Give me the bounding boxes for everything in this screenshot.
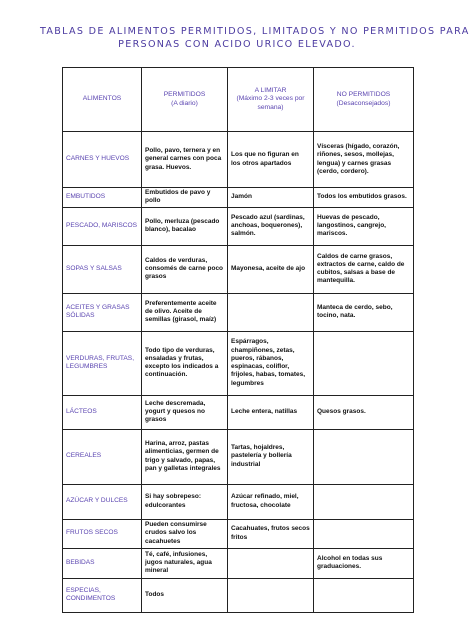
table-row (63, 578, 414, 612)
cell-limitar: Leche entera, natillas (228, 395, 314, 429)
cell-permitidos: Todo tipo de verduras, ensaladas y frutas, excepto los indicados a continuación. (142, 331, 228, 395)
title-line-2: PERSONAS CON ACIDO URICO ELEVADO. (118, 39, 356, 50)
cell-limitar: Tartas, hojaldres, pastelería y bollería industrial (228, 429, 314, 484)
table-row (63, 484, 414, 519)
cell-limitar: Azúcar refinado, miel, fructosa, chocolate (228, 484, 314, 519)
header-permitidos-sub: (A diario) (171, 99, 198, 107)
cell-alimento: ACEITES Y GRASAS SÓLIDAS (63, 293, 142, 331)
cell-no-permitidos (314, 578, 414, 612)
cell-no-permitidos (314, 484, 414, 519)
cell-no-permitidos (314, 519, 414, 548)
cell-no-permitidos: Vísceras (hígado, corazón, riñones, sesos, mollejas, lengua) y carnes grasas (cerdo, cordero). (314, 132, 414, 188)
cell-permitidos: Pollo, merluza (pescado blanco), bacalao (142, 207, 228, 245)
header-no-permitidos-title: NO PERMITIDOS (336, 91, 391, 99)
cell-permitidos: Pueden consumirse crudos salvo los cacahuetes (142, 519, 228, 548)
cell-limitar: Mayonesa, aceite de ajo (228, 245, 314, 293)
cell-permitidos: Té, café, infusiones, jugos naturales, agua mineral (142, 548, 228, 578)
cell-alimento: EMBUTIDOS (63, 188, 142, 208)
table-row (63, 519, 414, 548)
table-row (63, 395, 414, 429)
header-alimentos: ALIMENTOS (63, 68, 142, 132)
cell-permitidos: Embutidos de pavo y pollo (142, 188, 228, 208)
cell-alimento: AZÚCAR Y DULCES (63, 484, 142, 519)
header-permitidos (142, 68, 228, 132)
cell-alimento: FRUTOS SECOS (63, 519, 142, 548)
cell-limitar: Los que no figuran en los otros apartados (228, 132, 314, 188)
header-limitar (228, 68, 314, 132)
cell-permitidos: Todos (142, 578, 228, 612)
table-row (63, 429, 414, 484)
table-row (63, 188, 414, 208)
cell-alimento: ESPECIAS, CONDIMENTOS (63, 578, 142, 612)
cell-no-permitidos: Alcohol en todas sus graduaciones. (314, 548, 414, 578)
cell-permitidos: Pollo, pavo, ternera y en general carnes con poca grasa. Huevos. (142, 132, 228, 188)
cell-permitidos: Harina, arroz, pastas alimenticias, germen de trigo y salvado, papas, pan y galletas integrales (142, 429, 228, 484)
table-row (63, 245, 414, 293)
table-row (63, 132, 414, 188)
document-title (40, 25, 470, 51)
table-row (63, 207, 414, 245)
header-limitar-title: A LIMITAR (254, 87, 287, 95)
table-row (63, 293, 414, 331)
cell-limitar: Jamón (228, 188, 314, 208)
cell-no-permitidos: Manteca de cerdo, sebo, tocino, nata. (314, 293, 414, 331)
cell-permitidos: Caldos de verduras, consomés de carne poco grasos (142, 245, 228, 293)
cell-limitar: Pescado azul (sardinas, anchoas, boquerones), salmón. (228, 207, 314, 245)
food-table (62, 67, 414, 613)
cell-permitidos: Preferentemente aceite de olivo. Aceite de semillas (girasol, maíz) (142, 293, 228, 331)
cell-alimento: PESCADO, MARISCOS (63, 207, 142, 245)
header-no-permitidos-sub: (Desaconsejados) (336, 99, 391, 107)
title-line-1: TABLAS DE ALIMENTOS PERMITIDOS, LIMITADOS Y NO PERMITIDOS PARA (40, 26, 470, 37)
cell-limitar (228, 293, 314, 331)
cell-alimento: VERDURAS, FRUTAS, LEGUMBRES (63, 331, 142, 395)
cell-permitidos: Leche descremada, yogurt y quesos no grasos (142, 395, 228, 429)
cell-no-permitidos: Huevas de pescado, langostinos, cangrejo, mariscos. (314, 207, 414, 245)
cell-no-permitidos (314, 331, 414, 395)
cell-no-permitidos (314, 429, 414, 484)
header-permitidos-title: PERMITIDOS (163, 91, 206, 99)
cell-limitar (228, 578, 314, 612)
cell-no-permitidos: Todos los embutidos grasos. (314, 188, 414, 208)
header-no-permitidos (314, 68, 414, 132)
table-header-row (63, 68, 414, 132)
table-row (63, 331, 414, 395)
cell-limitar: Espárragos, champiñones, zetas, pueros, rábanos, espinacas, coliflor, frijoles, habas, tomates, legumbres (228, 331, 314, 395)
cell-alimento: LÁCTEOS (63, 395, 142, 429)
table-row (63, 548, 414, 578)
cell-alimento: BEBIDAS (63, 548, 142, 578)
cell-limitar (228, 548, 314, 578)
cell-alimento: CEREALES (63, 429, 142, 484)
cell-limitar: Cacahuates, frutos secos fritos (228, 519, 314, 548)
header-limitar-sub: (Máximo 2-3 veces por semana) (236, 95, 305, 111)
cell-no-permitidos: Quesos grasos. (314, 395, 414, 429)
cell-alimento: SOPAS Y SALSAS (63, 245, 142, 293)
cell-no-permitidos: Caldos de carne grasos, extractos de carne, caldo de cubitos, salsas a base de mantequilla. (314, 245, 414, 293)
cell-alimento: CARNES Y HUEVOS (63, 132, 142, 188)
cell-permitidos: Si hay sobrepeso: edulcorantes (142, 484, 228, 519)
